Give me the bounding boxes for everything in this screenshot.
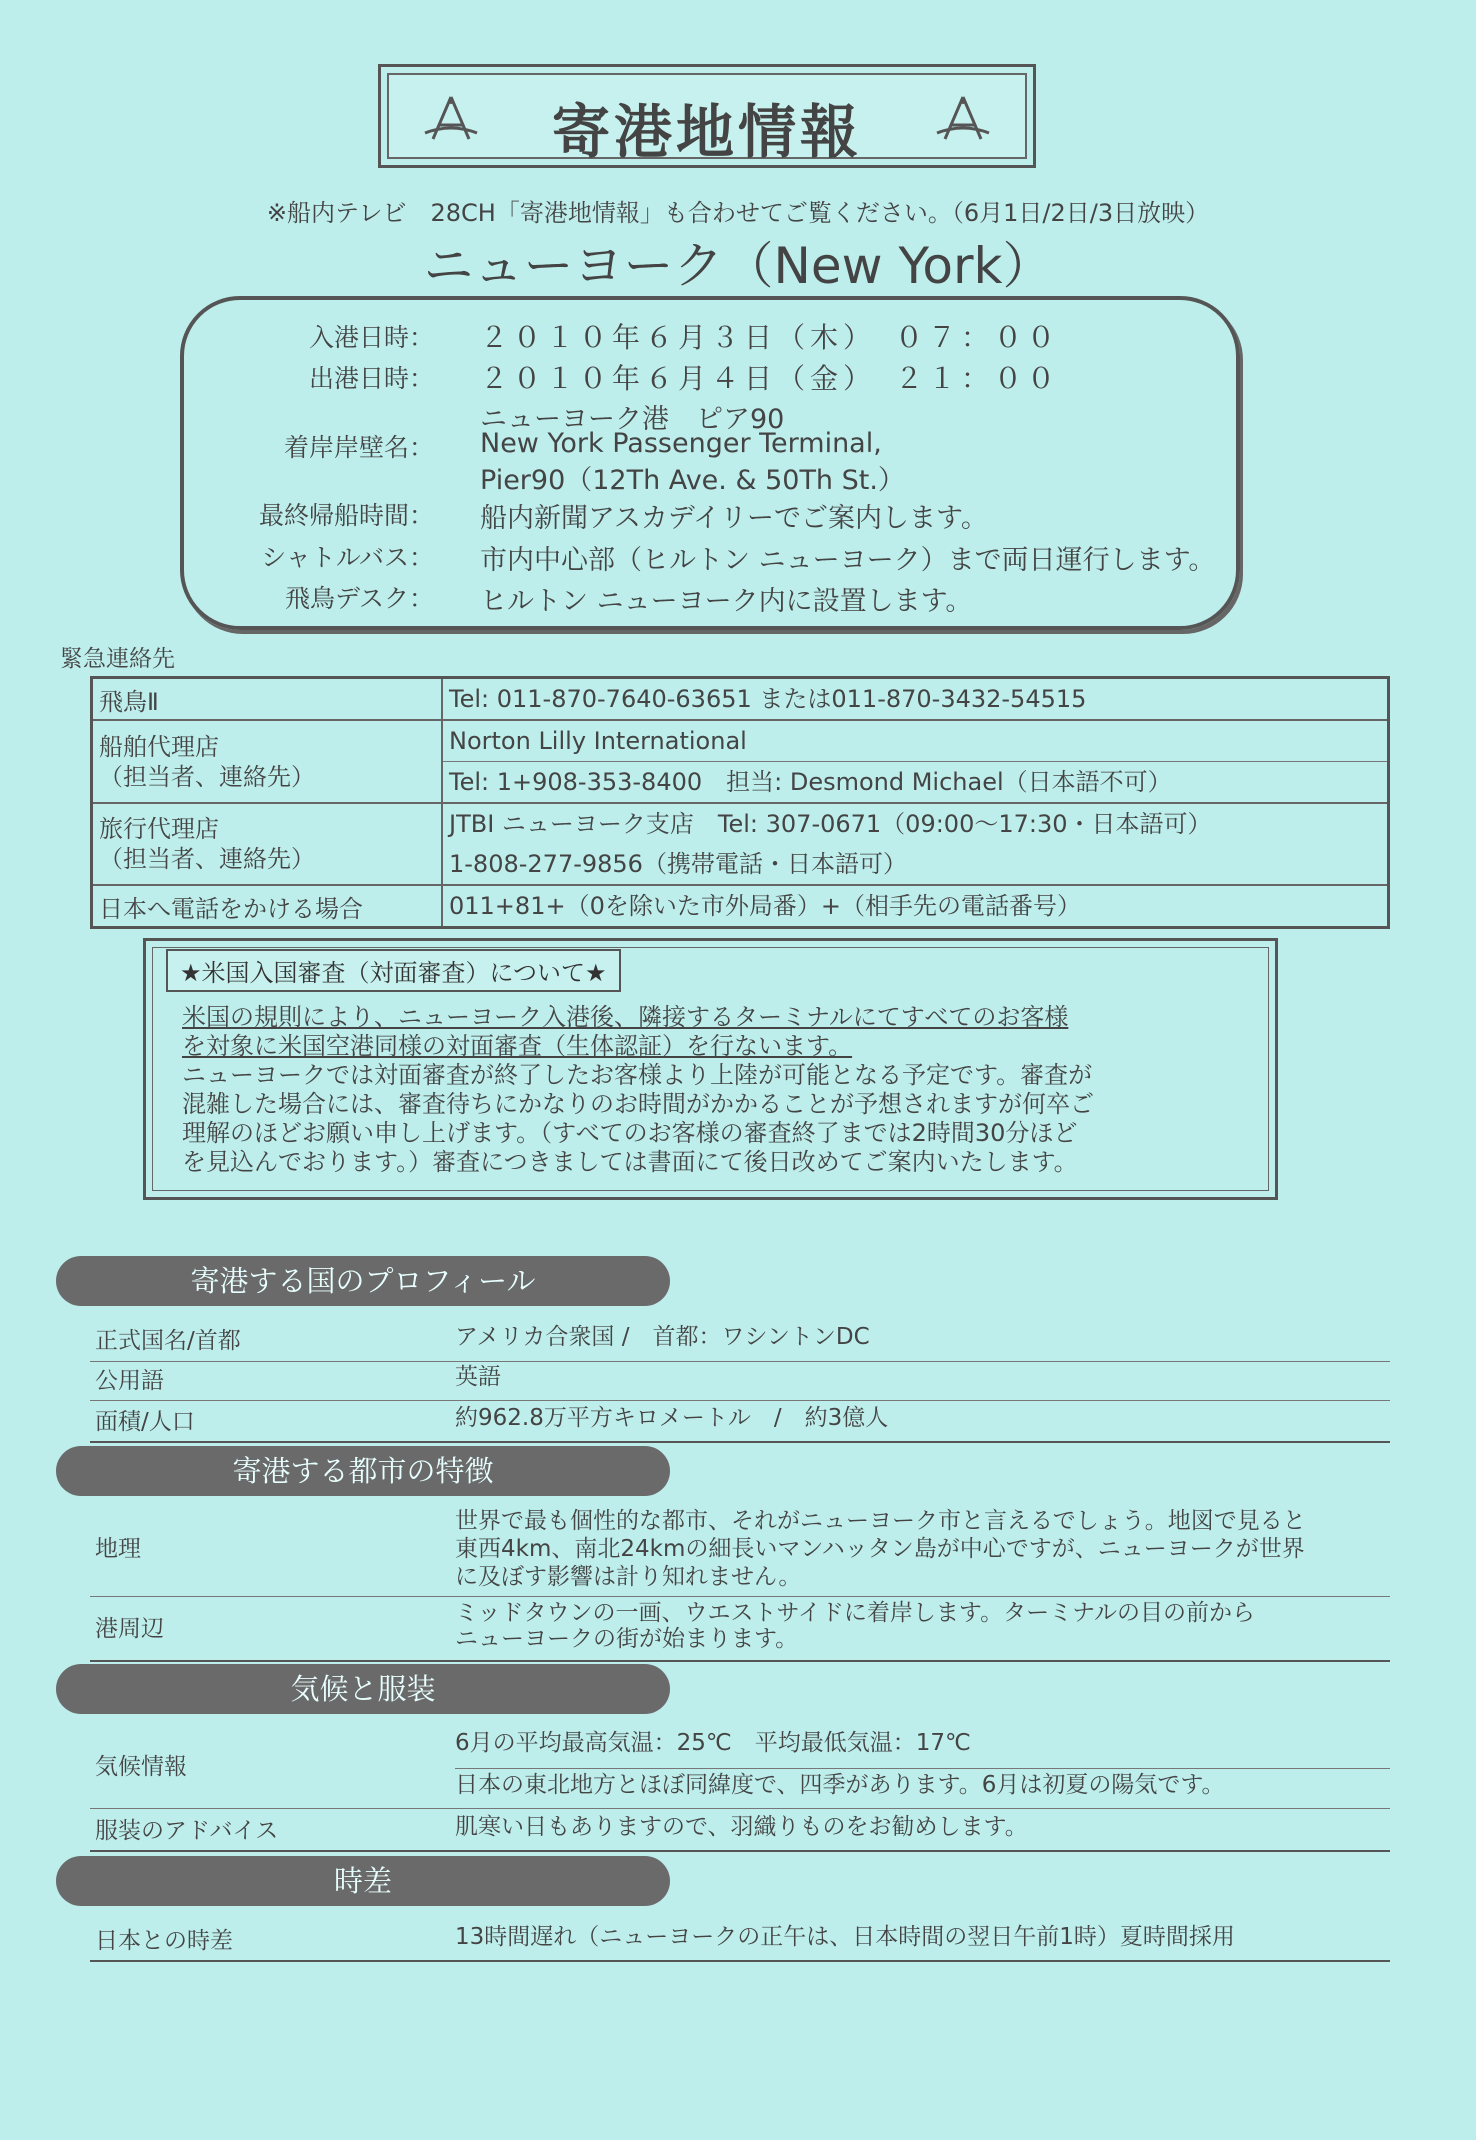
geography-line-3: に及ぼす影響は計り知れません。 [455, 1564, 802, 1590]
city-features-banner: 寄港する都市の特徴 [56, 1446, 670, 1496]
immigration-line-4: 混雑した場合には、審査待ちにかなりのお時間がかかることが予想されますが何卒ご [182, 1090, 1094, 1118]
berth-line-1: ニューヨーク港 ピア90 [480, 404, 785, 435]
port-area-line-2: ニューヨークの街が始まります。 [455, 1626, 799, 1652]
agent-value [442, 720, 1389, 803]
immigration-box [143, 938, 1278, 1200]
country-name-label: 正式国名/首都 [95, 1328, 241, 1354]
shuttle-label: シャトルバス： [261, 543, 434, 572]
geography-label: 地理 [95, 1536, 141, 1562]
departure-value: ２０１０年６月４日（金） ２１：００ [480, 362, 1061, 395]
divider [455, 1768, 1390, 1769]
profile-banner: 寄港する国のプロフィール [56, 1256, 670, 1306]
city-title: ニューヨーク（New York） [423, 237, 1053, 295]
table-row [92, 803, 1389, 885]
geography-line-2: 東西4km、南北24kmの細長いマンハッタン島が中心ですが、ニューヨークが世界 [455, 1536, 1305, 1562]
page-title: 寄港地情報 [551, 98, 862, 166]
divider [90, 1361, 1390, 1362]
climate-info-label: 気候情報 [95, 1754, 187, 1780]
desk-label: 飛鳥デスク： [284, 584, 434, 613]
agent-label-line-2: （担当者、連絡先） [99, 762, 315, 791]
area-value: 約962.8万平方キロメートル / 約3億人 [455, 1405, 889, 1431]
climate-info-line-2: 日本の東北地方とほぼ同緯度で、四季があります。6月は初夏の陽気です。 [455, 1772, 1225, 1798]
geography-line-1: 世界で最も個性的な都市、それがニューヨーク市と言えるでしょう。地図で見ると [455, 1508, 1306, 1534]
climate-info-line-1: 6月の平均最高気温：25℃ 平均最低気温：17℃ [455, 1730, 971, 1756]
table-row [92, 885, 1389, 928]
agent-label-line-1: 船舶代理店 [99, 732, 219, 761]
call-label: 日本へ電話をかける場合 [92, 885, 443, 928]
desk-value: ヒルトン ニューヨーク内に設置します。 [480, 586, 973, 617]
title-plaque [378, 64, 1036, 168]
immigration-title: ★米国入国審査（対面審査）について★ [166, 949, 621, 992]
divider [90, 1660, 1390, 1662]
area-label: 面積/人口 [95, 1409, 195, 1435]
clothing-label: 服装のアドバイス [95, 1818, 279, 1844]
table-row [92, 678, 1389, 721]
time-banner: 時差 [56, 1856, 670, 1906]
clothing-value: 肌寒い日もありますので、羽織りものをお勧めします。 [455, 1814, 1028, 1840]
travel-label [92, 803, 443, 885]
divider [90, 1808, 1390, 1809]
immigration-text [182, 1003, 1232, 1177]
contact-table [90, 676, 1390, 929]
berth-line-2: New York Passenger Terminal, [480, 428, 882, 459]
tv-note: ※船内テレビ 28CH「寄港地情報」も合わせてご覧ください。（6月1日/2日/3日放映） [266, 199, 1210, 227]
travel-value-line-1: JTBI ニューヨーク支店 Tel: 307-0671（09:00～17:30・日本語可） [449, 810, 1212, 838]
divider [90, 1960, 1390, 1962]
language-label: 公用語 [95, 1368, 164, 1394]
emergency-title: 緊急連絡先 [60, 646, 175, 672]
berth-label: 着岸岸壁名： [283, 433, 434, 462]
time-diff-label: 日本との時差 [95, 1928, 233, 1954]
port-area-line-1: ミッドタウンの一画、ウエストサイドに着岸します。ターミナルの目の前から [455, 1600, 1255, 1626]
berth-line-3: Pier90（12Th Ave. & 50Th St.） [480, 465, 905, 496]
immigration-line-1: 米国の規則により、ニューヨーク入港後、隣接するターミナルにてすべてのお客様 [182, 1003, 1069, 1031]
port-area-label: 港周辺 [95, 1616, 164, 1642]
divider [90, 1400, 1390, 1401]
call-value: 011+81+（0を除いた市外局番）+（相手先の電話番号） [442, 885, 1389, 928]
climate-banner: 気候と服装 [56, 1664, 670, 1714]
shuttle-value: 市内中心部（ヒルトン ニューヨーク）まで両日運行します。 [480, 545, 1216, 576]
travel-value-line-2: 1-808-277-9856（携帯電話・日本語可） [449, 850, 907, 878]
departure-label: 出港日時： [308, 364, 434, 393]
travel-label-line-2: （担当者、連絡先） [99, 845, 315, 873]
arrival-value: ２０１０年６月３日（木） ０７：００ [480, 321, 1061, 354]
divider [90, 1596, 1390, 1597]
agent-value-line-2: Tel: 1+908-353-8400 担当: Desmond Michael（日本語不可） [443, 761, 1387, 802]
return-label: 最終帰船時間： [258, 501, 434, 530]
country-name-value: アメリカ合衆国 / 首都：ワシントンDC [455, 1324, 870, 1350]
divider [90, 1850, 1390, 1852]
language-value: 英語 [455, 1364, 501, 1390]
immigration-line-3: ニューヨークでは対面審査が終了したお客様より上陸が可能となる予定です。審査が [182, 1061, 1093, 1089]
immigration-line-5: 理解のほどお願い申し上げます。（すべてのお客様の審査終了までは2時間30分ほど [182, 1119, 1078, 1147]
agent-label [92, 720, 443, 803]
return-value: 船内新聞アスカデイリーでご案内します。 [480, 503, 988, 534]
travel-value [442, 803, 1389, 885]
divider [90, 1441, 1390, 1443]
ship-value: Tel: 011-870-7640-63651 または011-870-3432-54515 [442, 678, 1389, 721]
agent-value-line-1: Norton Lilly International [449, 727, 747, 755]
time-diff-value: 13時間遅れ（ニューヨークの正午は、日本時間の翌日午前1時）夏時間採用 [455, 1924, 1235, 1950]
immigration-line-6: を見込んでおります。）審査につきましては書面にて後日改めてご案内いたします。 [182, 1148, 1078, 1176]
travel-label-line-1: 旅行代理店 [99, 815, 219, 843]
ship-label: 飛鳥Ⅱ [92, 678, 443, 721]
arrival-label: 入港日時： [308, 323, 434, 352]
anchor-emblem-icon [933, 93, 993, 147]
immigration-line-2: を対象に米国空港同様の対面審査（生体認証）を行ないます。 [182, 1032, 853, 1060]
table-row [92, 720, 1389, 803]
